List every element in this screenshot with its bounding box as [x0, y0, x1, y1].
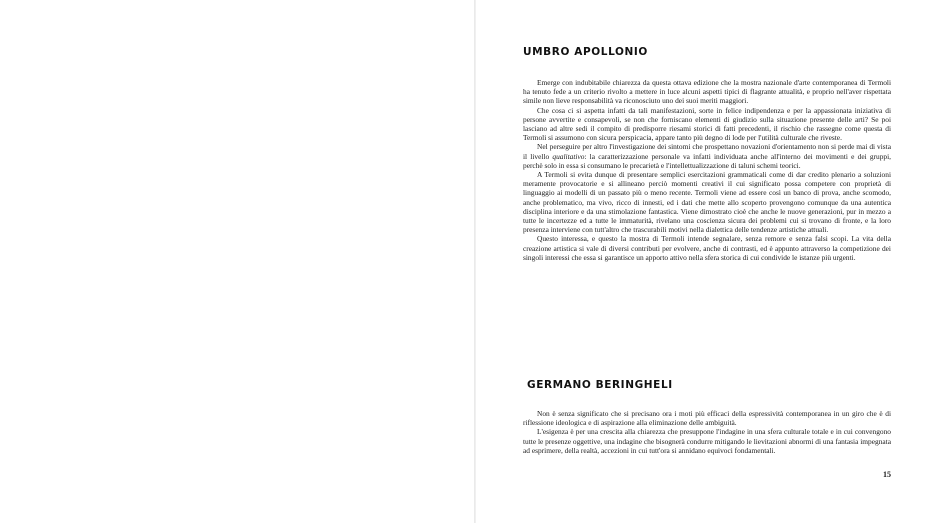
- article-1-paragraph-4: A Termoli si evita dunque di presentare semplici esercitazioni grammaticali come di dar credito plenario a soluzioni meramente provocatorie e si allineano perciò momenti creativi il cui significato possa competere con proprietà di linguaggio ai modelli di un passato più o meno recente. Termoli viene ad essere così un banco di prova, anche scomodo, anche problematico, ma vivo, ricco di innesti, ed i dati che mette allo scoperto provengono comunque da una autentica disciplina interiore e da una stimolazione fantastica. Viene dimostrato cioè che anche le nuove generazioni, pur in mezzo a tutte le incertezze ed a tutte le immaturità, rivelano una coscienza sicura dei problemi cui si trovano di fronte, e la loro presenza interviene con tutt'altro che trascurabili motivi nella dialettica delle tendenze artistiche attuali.: [523, 170, 891, 235]
- right-page: [476, 0, 950, 523]
- paragraph-text: : la caratterizzazione personale va infatti individuata anche all'interno dei movimenti e dei gruppi, perchè solo in essa si consumano le precarietà e l'intellettualizzazione di taluni schemi teorici.: [523, 151, 891, 170]
- page-number: 15: [883, 470, 891, 479]
- article-2-paragraph-2: L'esigenza è per una crescita alla chiarezza che presuppone l'indagine in una sfera culturale totale e in cui convengono tutte le presenze oggettive, una indagine che bisognerà condurre mitigando le lievitazioni abnormi di una fantasia impegnata ad esprimere, della realtà, accezioni in cui tutt'ora si annidano equivoci fondamentali.: [523, 427, 891, 455]
- article-1-paragraph-5: Questo interessa, e questo la mostra di Termoli intende segnalare, senza remore e senza falsi scopi. La vita della creazione artistica si vale di diversi contributi per evolvere, anche di contrasti, ed è appunto attraverso la competizione dei singoli interessi che essa si garantisce un apporto attivo nella sfera storica di cui condivide le istanze più urgenti.: [523, 234, 891, 262]
- article-2-author-heading: GERMANO BERINGHELI: [527, 379, 673, 391]
- paragraph-text: Nel perseguire per altro l'investigazione dei sintomi che prospettano novazioni d'orientamento non si perde mai di vista il livello: [523, 142, 891, 161]
- article-1-paragraph-1: Emerge con indubitabile chiarezza da questa ottava edizione che la mostra nazionale d'arte contemporanea di Termoli ha tenuto fede a un criterio rivolto a mettere in luce alcuni aspetti tipici di flagrante attualità, e proprio nell'aver rispettata simile non lieve responsabilità va riconosciuto uno dei suoi meriti maggiori.: [523, 78, 891, 106]
- article-1-body: [523, 78, 891, 262]
- article-2-body: [523, 409, 891, 455]
- italic-emphasis: qualitativo: [552, 151, 585, 161]
- article-1-paragraph-3: [523, 142, 891, 170]
- article-2-paragraph-1: Non è senza significato che si precisano ora i moti più efficaci della espressività contemporanea in un giro che è di riflessione ideologica e di aspirazione alla eliminazione delle ambiguità.: [523, 409, 891, 428]
- article-1-author-heading: UMBRO APOLLONIO: [523, 46, 648, 58]
- article-1-paragraph-2: Che cosa ci si aspetta infatti da tali manifestazioni, sorte in felice indipendenza e per la appassionata iniziativa di persone avvertite e consapevoli, se non che forniscano elementi di giudizio sulla situazione presente delle arti? Se poi lasciano ad altre sedi il compito di predisporre riesami storici di fatti precedenti, il rischio che rassegne come questa di Termoli si assumono con sicura perspicacia, appare tanto più degno di lode per l'utilità culturale che riveste.: [523, 105, 891, 143]
- left-page-blank: [0, 0, 474, 523]
